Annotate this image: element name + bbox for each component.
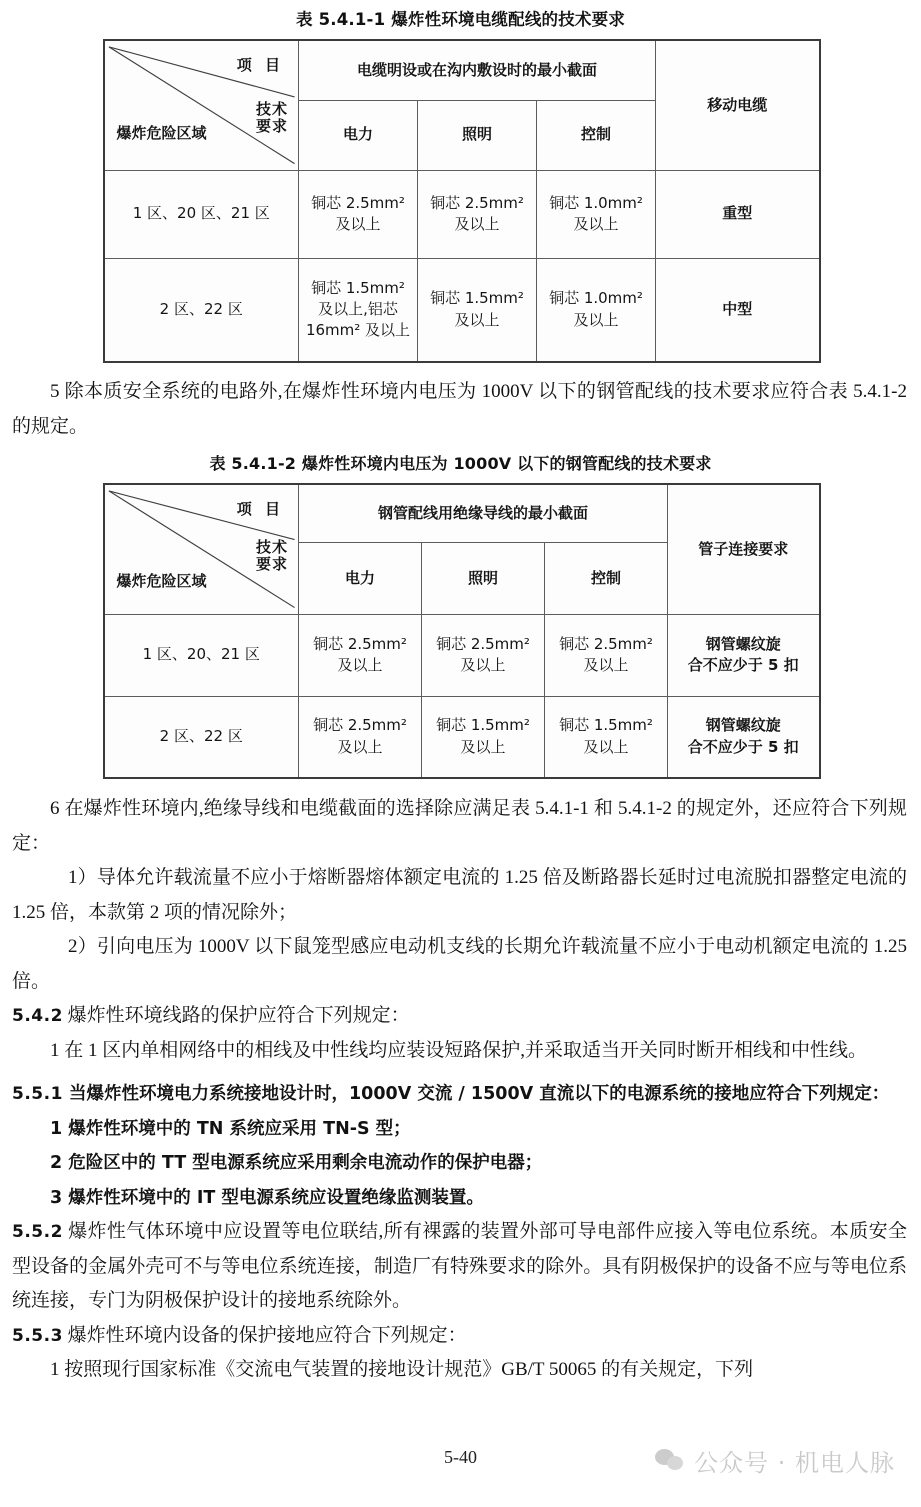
table-2-title: 表 5.4.1-2 爆炸性环境内电压为 1000V 以下的钢管配线的技术要求 <box>209 454 712 473</box>
table-1 <box>103 39 821 363</box>
table-2-lighting-cell: 铜芯 1.5mm² 及以上 <box>422 696 545 778</box>
corner-label-tech: 技术 要求 <box>255 538 288 573</box>
table-1-subheader-control: 控制 <box>537 100 656 170</box>
section-5-5-2 <box>12 1215 907 1319</box>
table-1-subheader-lighting: 照明 <box>418 100 537 170</box>
table-1-power-cell: 铜芯 1.5mm² 及以上,铝芯 16mm² 及以上 <box>299 258 418 362</box>
paragraph-6-item-1: 1）导体允许载流量不应小于熔断器熔体额定电流的 1.25 倍及断路器长延时过电流脱扣器整定电流的 1.25 倍，本款第 2 项的情况除外； <box>12 867 907 923</box>
table-row-header-1 <box>104 40 820 100</box>
corner-label-tech: 技术 要求 <box>255 100 288 135</box>
corner-header-cell <box>104 40 299 170</box>
table-row <box>104 696 820 778</box>
section-5-5-3-number: 5.5.3 <box>12 1325 63 1346</box>
section-5-5-2-number: 5.5.2 <box>12 1222 63 1242</box>
paragraph-5-block <box>0 363 921 444</box>
table-2-subheader-power: 电力 <box>299 543 422 614</box>
watermark <box>655 1443 895 1478</box>
table-2-subheader-lighting: 照明 <box>422 543 545 614</box>
table-1-subheader-power: 电力 <box>299 100 418 170</box>
table-1-control-cell: 铜芯 1.0mm² 及以上 <box>537 170 656 258</box>
table-1-control-cell: 铜芯 1.0mm² 及以上 <box>537 258 656 362</box>
table-row-header-2 <box>104 484 820 543</box>
section-5-5-1-item-1: 1 爆炸性环境中的 TN 系统应采用 TN-S 型； <box>50 1118 411 1139</box>
table-2-connection-cell: 钢管螺纹旋 合不应少于 5 扣 <box>668 614 820 696</box>
section-5-5-3 <box>12 1319 907 1354</box>
table-1-last-col-header: 移动电缆 <box>656 40 820 170</box>
section-5-5-3-text: 爆炸性环境内设备的保护接地应符合下列规定： <box>67 1324 467 1346</box>
table-2-zone-cell: 1 区、20、21 区 <box>104 614 299 696</box>
section-5-5-3-item-1: 1 按照现行国家标准《交流电气装置的接地设计规范》GB/T 50065 的有关规定，下列 <box>50 1359 754 1380</box>
page-number: 5-40 <box>444 1447 477 1467</box>
table-row <box>104 258 820 362</box>
section-5-4-2-number: 5.4.2 <box>12 1006 63 1026</box>
section-5-5-1-item-3: 3 爆炸性环境中的 IT 型电源系统应设置绝缘监测装置。 <box>50 1187 484 1208</box>
section-5-5-2-text: 爆炸性气体环境中应设置等电位联结,所有裸露的装置外部可导电部件应接入等电位系统。本质安全型设备的金属外壳可不与等电位系统连接，制造厂有特殊要求的除外。具有阴极保护的设备不应与等电位系统连接，专门为阴极保护设计的接地系统除外。 <box>12 1221 907 1311</box>
table-2-connection-cell: 钢管螺纹旋 合不应少于 5 扣 <box>668 696 820 778</box>
section-5-4-2-text: 爆炸性环境线路的保护应符合下列规定： <box>67 1005 410 1026</box>
table-2-wrapper <box>103 483 819 779</box>
table-2-control-cell: 铜芯 2.5mm² 及以上 <box>545 614 668 696</box>
section-5-5-1-number: 5.5.1 <box>12 1084 63 1104</box>
wechat-icon <box>655 1448 685 1474</box>
page-footer <box>0 1447 921 1493</box>
section-5-5-1-item-2: 2 危险区中的 TT 型电源系统应采用剩余电流动作的保护电器； <box>50 1153 543 1173</box>
section-5-4-2 <box>12 999 907 1034</box>
table-2-power-cell: 铜芯 2.5mm² 及以上 <box>299 614 422 696</box>
paragraph-6: 6 在爆炸性环境内,绝缘导线和电缆截面的选择除应满足表 5.4.1-1 和 5.4.1-2 的规定外，还应符合下列规定： <box>12 798 907 854</box>
table-1-mobile-cell: 重型 <box>656 170 820 258</box>
corner-label-item: 项 目 <box>236 500 284 518</box>
section-5-4-2-item-1: 1 在 1 区内单相网络中的相线及中性线均应装设短路保护,并采取适当开关同时断开相线和中性线。 <box>50 1039 868 1061</box>
table-1-power-cell: 铜芯 2.5mm² 及以上 <box>299 170 418 258</box>
corner-label-zone: 爆炸危险区域 <box>116 571 207 590</box>
table-2-last-col-header: 管子连接要求 <box>668 484 820 614</box>
table-1-zone-cell: 2 区、22 区 <box>104 258 299 362</box>
table-2 <box>103 483 821 779</box>
section-5-5-1 <box>12 1077 907 1112</box>
table-2-group-header: 钢管配线用绝缘导线的最小截面 <box>299 484 668 543</box>
paragraph-5: 5 除本质安全系统的电路外,在爆炸性环境内电压为 1000V 以下的钢管配线的技术要求应符合表 5.4.1-2 的规定。 <box>12 381 907 437</box>
table-2-zone-cell: 2 区、22 区 <box>104 696 299 778</box>
table-1-wrapper <box>103 39 819 363</box>
table-2-power-cell: 铜芯 2.5mm² 及以上 <box>299 696 422 778</box>
paragraph-6-item-2: 2）引向电压为 1000V 以下鼠笼型感应电动机支线的长期允许载流量不应小于电动机额定电流的 1.25 倍。 <box>12 936 907 992</box>
table-2-lighting-cell: 铜芯 2.5mm² 及以上 <box>422 614 545 696</box>
body-content <box>0 779 921 1388</box>
section-5-5-1-text: 当爆炸性环境电力系统接地设计时，1000V 交流 / 1500V 直流以下的电源系统的接地应符合下列规定： <box>69 1084 890 1104</box>
corner-label-zone: 爆炸危险区域 <box>116 123 207 142</box>
table-2-control-cell: 铜芯 1.5mm² 及以上 <box>545 696 668 778</box>
watermark-text: 公众号 · 机电人脉 <box>694 1449 895 1477</box>
table-1-lighting-cell: 铜芯 2.5mm² 及以上 <box>418 170 537 258</box>
table-2-subheader-control: 控制 <box>545 543 668 614</box>
table-1-mobile-cell: 中型 <box>656 258 820 362</box>
table-row <box>104 614 820 696</box>
table-row <box>104 170 820 258</box>
table-1-group-header: 电缆明设或在沟内敷设时的最小截面 <box>299 40 656 100</box>
table-1-title: 表 5.4.1-1 爆炸性环境电缆配线的技术要求 <box>295 10 626 29</box>
corner-label-item: 项 目 <box>236 56 284 74</box>
table-1-zone-cell: 1 区、20 区、21 区 <box>104 170 299 258</box>
table-1-lighting-cell: 铜芯 1.5mm² 及以上 <box>418 258 537 362</box>
corner-header-cell <box>104 484 299 614</box>
